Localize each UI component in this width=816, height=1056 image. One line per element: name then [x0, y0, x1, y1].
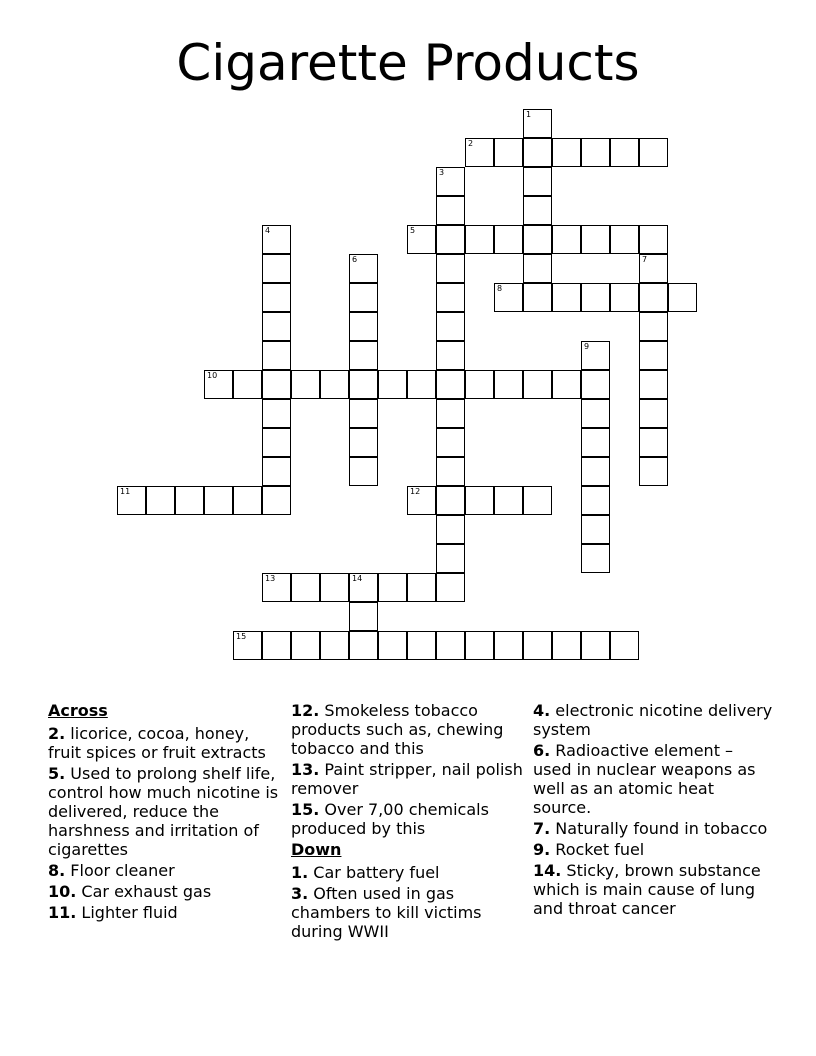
across-clue: [48, 724, 280, 762]
clue-text: Radioactive element – used in nuclear weapons as well as an atomic heat source.: [533, 741, 756, 817]
grid-cell[interactable]: [523, 631, 552, 660]
grid-cell[interactable]: [436, 225, 465, 254]
clue-text: Rocket fuel: [550, 840, 645, 859]
clue-number-label: 11.: [48, 903, 77, 922]
grid-cell[interactable]: [639, 457, 668, 486]
page-title: Cigarette Products: [176, 34, 640, 92]
grid-cell[interactable]: [436, 399, 465, 428]
grid-cell[interactable]: [581, 341, 610, 370]
grid-cell[interactable]: [262, 341, 291, 370]
grid-cell[interactable]: [436, 341, 465, 370]
down-clue: [533, 701, 773, 739]
down-heading: Down: [291, 840, 342, 859]
grid-cell[interactable]: [494, 283, 523, 312]
across-clue: [291, 800, 523, 838]
clue-number-label: 14.: [533, 861, 562, 880]
grid-cell[interactable]: [465, 486, 494, 515]
grid-cell[interactable]: [378, 631, 407, 660]
grid-cell[interactable]: [581, 370, 610, 399]
grid-cell[interactable]: [117, 486, 146, 515]
grid-cell[interactable]: [407, 370, 436, 399]
grid-cell[interactable]: [436, 428, 465, 457]
clues-column-3: [533, 701, 773, 920]
clue-number-label: 8.: [48, 861, 66, 880]
grid-cell[interactable]: [436, 631, 465, 660]
grid-cell[interactable]: [639, 370, 668, 399]
clue-number: 11: [120, 487, 131, 496]
grid-cell[interactable]: [436, 544, 465, 573]
grid-cell[interactable]: [523, 283, 552, 312]
clue-number-label: 9.: [533, 840, 551, 859]
grid-cell[interactable]: [320, 573, 349, 602]
grid-cell[interactable]: [291, 573, 320, 602]
grid-cell[interactable]: [465, 225, 494, 254]
grid-cell[interactable]: [494, 631, 523, 660]
grid-cell[interactable]: [407, 486, 436, 515]
grid-cell[interactable]: [436, 457, 465, 486]
grid-cell[interactable]: [523, 254, 552, 283]
grid-cell[interactable]: [639, 254, 668, 283]
grid-cell[interactable]: [320, 370, 349, 399]
grid-cell[interactable]: [204, 486, 233, 515]
grid-cell[interactable]: [349, 312, 378, 341]
grid-cell[interactable]: [349, 254, 378, 283]
clue-text: Floor cleaner: [65, 861, 175, 880]
across-heading: Across: [48, 701, 108, 720]
grid-cell[interactable]: [349, 428, 378, 457]
clue-number: 13: [265, 574, 276, 583]
grid-cell[interactable]: [581, 486, 610, 515]
grid-cell[interactable]: [262, 370, 291, 399]
grid-cell[interactable]: [465, 631, 494, 660]
grid-cell[interactable]: [523, 370, 552, 399]
grid-cell[interactable]: [349, 631, 378, 660]
grid-cell[interactable]: [610, 283, 639, 312]
grid-cell[interactable]: [465, 138, 494, 167]
clue-text: Over 7,00 chemicals produced by this: [291, 800, 489, 838]
grid-cell[interactable]: [494, 225, 523, 254]
grid-cell[interactable]: [233, 370, 262, 399]
grid-cell[interactable]: [262, 283, 291, 312]
grid-cell[interactable]: [407, 225, 436, 254]
across-clue: [48, 764, 280, 859]
clue-number-label: 15.: [291, 800, 320, 819]
clue-text: Smokeless tobacco products such as, chewing tobacco and this: [291, 701, 504, 758]
grid-cell[interactable]: [494, 370, 523, 399]
clue-text: Naturally found in tobacco: [550, 819, 768, 838]
grid-cell[interactable]: [494, 486, 523, 515]
clue-text: Used to prolong shelf life, control how much nicotine is delivered, reduce the harshness and irritation of cigarettes: [48, 764, 279, 859]
across-clue: [291, 760, 523, 798]
grid-cell[interactable]: [523, 109, 552, 138]
grid-cell[interactable]: [262, 486, 291, 515]
grid-cell[interactable]: [581, 399, 610, 428]
grid-cell[interactable]: [146, 486, 175, 515]
across-clue: [48, 861, 280, 880]
grid-cell[interactable]: [581, 283, 610, 312]
down-clue: [533, 861, 773, 918]
clue-number: 8: [497, 284, 503, 293]
across-clue: [48, 903, 280, 922]
grid-cell[interactable]: [436, 515, 465, 544]
across-clue: [291, 701, 523, 758]
grid-cell[interactable]: [378, 573, 407, 602]
grid-cell[interactable]: [465, 370, 494, 399]
grid-cell[interactable]: [262, 399, 291, 428]
clue-number: 6: [352, 255, 358, 264]
down-clue: [533, 741, 773, 817]
grid-cell[interactable]: [552, 370, 581, 399]
grid-cell[interactable]: [349, 283, 378, 312]
down-clue-list-continued: [533, 701, 773, 918]
clue-number-label: 5.: [48, 764, 66, 783]
grid-cell[interactable]: [581, 225, 610, 254]
grid-cell[interactable]: [581, 515, 610, 544]
grid-cell[interactable]: [581, 428, 610, 457]
clue-number: 10: [207, 371, 218, 380]
grid-cell[interactable]: [291, 370, 320, 399]
across-clue-list: [48, 724, 280, 922]
down-clue: [533, 840, 773, 859]
clue-number-label: 2.: [48, 724, 66, 743]
grid-cell[interactable]: [349, 370, 378, 399]
grid-cell[interactable]: [436, 312, 465, 341]
grid-cell[interactable]: [407, 573, 436, 602]
grid-cell[interactable]: [639, 225, 668, 254]
down-clue: [291, 863, 523, 882]
grid-cell[interactable]: [639, 341, 668, 370]
grid-cell[interactable]: [407, 631, 436, 660]
down-clue-list: [291, 863, 523, 941]
grid-cell[interactable]: [349, 399, 378, 428]
grid-cell[interactable]: [552, 225, 581, 254]
across-clue-list-continued: [291, 701, 523, 838]
clue-number: 3: [439, 168, 445, 177]
grid-cell[interactable]: [639, 138, 668, 167]
grid-cell[interactable]: [233, 631, 262, 660]
down-clue: [533, 819, 773, 838]
clue-number: 14: [352, 574, 363, 583]
clue-number-label: 7.: [533, 819, 551, 838]
clue-text: electronic nicotine delivery system: [533, 701, 773, 739]
clues-column-1: [48, 701, 280, 924]
grid-cell[interactable]: [552, 631, 581, 660]
grid-cell[interactable]: [523, 225, 552, 254]
grid-cell[interactable]: [349, 573, 378, 602]
clue-number: 1: [526, 110, 532, 119]
grid-cell[interactable]: [291, 631, 320, 660]
clue-number-label: 3.: [291, 884, 309, 903]
grid-cell[interactable]: [610, 138, 639, 167]
grid-cell[interactable]: [436, 573, 465, 602]
grid-cell[interactable]: [668, 283, 697, 312]
grid-cell[interactable]: [523, 138, 552, 167]
clue-number-label: 13.: [291, 760, 320, 779]
grid-cell[interactable]: [581, 631, 610, 660]
grid-cell[interactable]: [639, 428, 668, 457]
clue-text: Car battery fuel: [308, 863, 440, 882]
clue-number: 4: [265, 226, 271, 235]
clue-number: 5: [410, 226, 416, 235]
grid-cell[interactable]: [436, 254, 465, 283]
grid-cell[interactable]: [581, 544, 610, 573]
grid-cell[interactable]: [349, 457, 378, 486]
grid-cell[interactable]: [262, 254, 291, 283]
clues-column-2: [291, 701, 523, 943]
clue-number-label: 1.: [291, 863, 309, 882]
clue-number: 12: [410, 487, 421, 496]
down-clue: [291, 884, 523, 941]
clue-number-label: 6.: [533, 741, 551, 760]
clue-text: Often used in gas chambers to kill victims during WWII: [291, 884, 482, 941]
clue-text: Car exhaust gas: [76, 882, 212, 901]
clue-number: 2: [468, 139, 474, 148]
grid-cell[interactable]: [349, 602, 378, 631]
grid-cell[interactable]: [552, 138, 581, 167]
grid-cell[interactable]: [204, 370, 233, 399]
clue-text: Paint stripper, nail polish remover: [291, 760, 523, 798]
grid-cell[interactable]: [610, 631, 639, 660]
grid-cell[interactable]: [262, 457, 291, 486]
grid-cell[interactable]: [494, 138, 523, 167]
grid-cell[interactable]: [262, 631, 291, 660]
grid-cell[interactable]: [552, 283, 581, 312]
across-clue: [48, 882, 280, 901]
grid-cell[interactable]: [581, 138, 610, 167]
clue-number: 7: [642, 255, 648, 264]
clue-number: 15: [236, 632, 247, 641]
grid-cell[interactable]: [233, 486, 262, 515]
grid-cell[interactable]: [523, 486, 552, 515]
grid-cell[interactable]: [639, 399, 668, 428]
grid-cell[interactable]: [175, 486, 204, 515]
grid-cell[interactable]: [523, 167, 552, 196]
grid-cell[interactable]: [349, 341, 378, 370]
grid-cell[interactable]: [581, 457, 610, 486]
grid-cell[interactable]: [436, 196, 465, 225]
grid-cell[interactable]: [639, 312, 668, 341]
grid-cell[interactable]: [436, 167, 465, 196]
grid-cell[interactable]: [639, 283, 668, 312]
grid-cell[interactable]: [262, 573, 291, 602]
grid-cell[interactable]: [436, 486, 465, 515]
grid-cell[interactable]: [320, 631, 349, 660]
grid-cell[interactable]: [436, 283, 465, 312]
grid-cell[interactable]: [523, 196, 552, 225]
clue-number-label: 12.: [291, 701, 320, 720]
clue-text: licorice, cocoa, honey, fruit spices or fruit extracts: [48, 724, 266, 762]
clue-text: Lighter fluid: [76, 903, 178, 922]
grid-cell[interactable]: [436, 370, 465, 399]
clue-number-label: 4.: [533, 701, 551, 720]
grid-cell[interactable]: [610, 225, 639, 254]
clue-text: Sticky, brown substance which is main cause of lung and throat cancer: [533, 861, 761, 918]
grid-cell[interactable]: [262, 312, 291, 341]
clue-number: 9: [584, 342, 590, 351]
grid-cell[interactable]: [262, 428, 291, 457]
grid-cell[interactable]: [262, 225, 291, 254]
grid-cell[interactable]: [378, 370, 407, 399]
clue-number-label: 10.: [48, 882, 77, 901]
